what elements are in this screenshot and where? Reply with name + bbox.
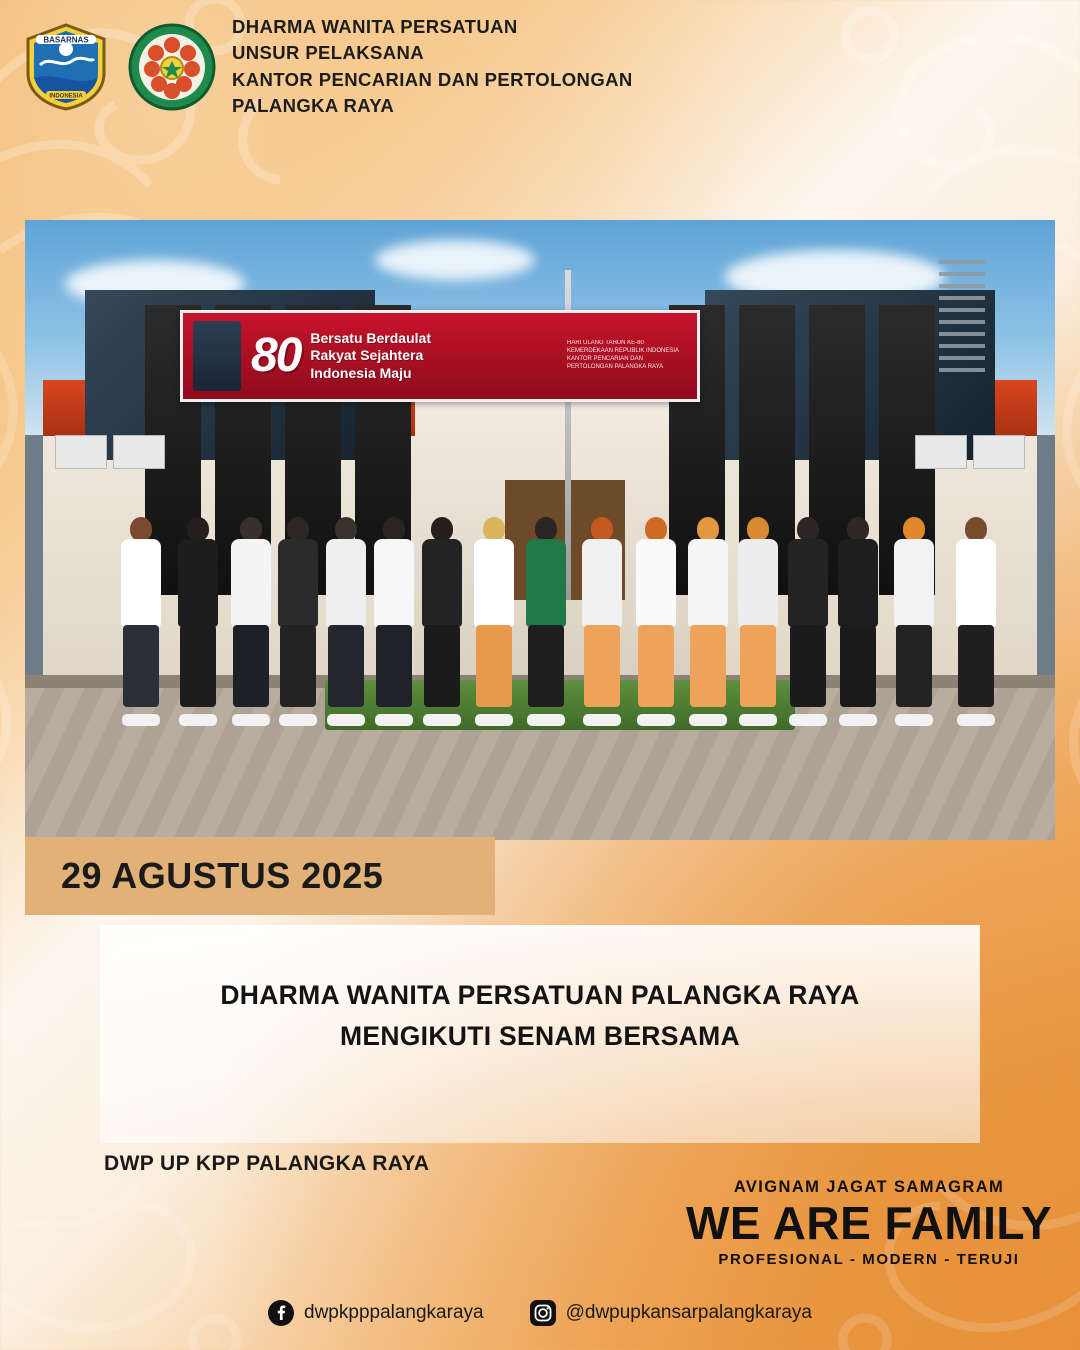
communication-tower <box>939 260 985 380</box>
caption-line-1: DHARMA WANITA PERSATUAN PALANGKA RAYA <box>220 979 860 1010</box>
person-figure <box>525 517 567 722</box>
instagram-icon <box>530 1300 556 1326</box>
person-figure <box>893 517 935 722</box>
person-figure <box>737 517 779 722</box>
banner-slogan <box>310 330 431 383</box>
person-figure <box>177 517 219 722</box>
person-figure <box>421 517 463 722</box>
facebook-handle-item[interactable] <box>268 1300 484 1326</box>
tagline-top: AVIGNAM JAGAT SAMAGRAM <box>733 1178 1005 1196</box>
person-figure <box>837 517 879 722</box>
caption-line-2: MENGIKUTI SENAM BERSAMA <box>339 1021 740 1051</box>
person-figure <box>787 517 829 722</box>
caption-text <box>220 975 859 1057</box>
banner-small-text: HARI ULANG TAHUN KE-80 KEMERDEKAAN REPUBLIK INDONESIA KANTOR PENCARIAN DAN PERTOLONGAN PALANGKA RAYA <box>567 340 679 370</box>
facebook-handle: dwpkpppalangkaraya <box>304 1302 484 1323</box>
header-line-4: PALANGKA RAYA <box>232 94 395 116</box>
dharma-wanita-logo <box>126 21 218 113</box>
person-figure <box>635 517 677 722</box>
person-figure <box>120 517 162 722</box>
header-title-block <box>232 14 633 119</box>
air-conditioner-unit <box>973 435 1025 469</box>
person-figure <box>581 517 623 722</box>
header-line-1: DHARMA WANITA PERSATUAN <box>232 16 518 37</box>
person-figure <box>955 517 997 722</box>
banner-slogan-line-2: Rakyat Sejahtera <box>310 347 424 364</box>
header-line-3: KANTOR PENCARIAN DAN PERTOLONGAN <box>232 68 633 90</box>
instagram-handle-item[interactable] <box>530 1300 812 1326</box>
caption-card <box>100 925 980 1143</box>
air-conditioner-unit <box>915 435 967 469</box>
svg-text:BASARNAS: BASARNAS <box>43 35 89 45</box>
person-figure <box>230 517 272 722</box>
person-figure <box>473 517 515 722</box>
basarnas-logo <box>20 21 112 113</box>
event-date: 29 AGUSTUS 2025 <box>61 855 384 896</box>
instagram-handle: @dwpupkansarpalangkaraya <box>565 1302 812 1323</box>
social-bar <box>0 1300 1080 1326</box>
svg-text:INDONESIA: INDONESIA <box>49 93 83 100</box>
tagline-block <box>686 1178 1052 1268</box>
air-conditioner-unit <box>55 435 107 469</box>
header <box>20 14 633 119</box>
date-banner <box>25 837 495 915</box>
header-line-2: UNSUR PELAKSANA <box>232 42 425 64</box>
facebook-icon <box>268 1300 294 1326</box>
banner-slogan-line-3: Indonesia Maju <box>310 364 412 381</box>
tagline-bottom: PROFESIONAL - MODERN - TERUJI <box>718 1251 1020 1269</box>
person-figure <box>373 517 415 722</box>
banner-portrait <box>193 321 241 391</box>
person-figure <box>325 517 367 722</box>
independence-banner <box>180 310 700 402</box>
banner-slogan-line-1: Bersatu Berdaulat <box>310 329 431 346</box>
tagline-main: WE ARE FAMILY <box>685 1197 1052 1249</box>
event-photo <box>25 220 1055 840</box>
organization-name: DWP UP KPP PALANGKA RAYA <box>104 1152 430 1175</box>
person-figure <box>687 517 729 722</box>
person-figure <box>277 517 319 722</box>
banner-number: 80 <box>251 329 301 382</box>
air-conditioner-unit <box>113 435 165 469</box>
